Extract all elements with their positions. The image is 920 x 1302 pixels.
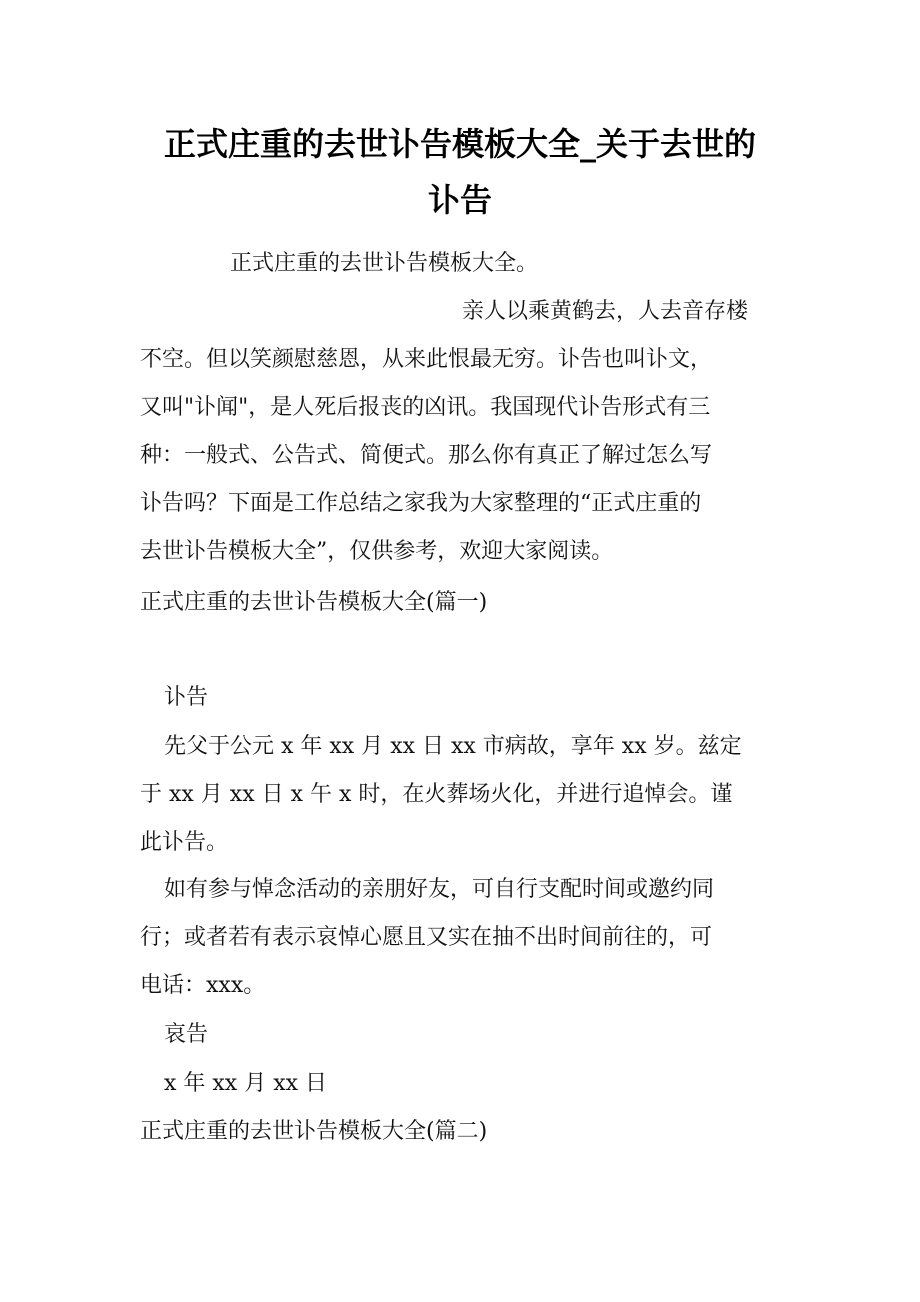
paragraph-line: 如有参与悼念活动的亲朋好友，可自行支配时间或邀约同 [164,877,715,902]
closing-date: x 年 xx 月 xx 日 [164,1071,328,1096]
paragraph-line: 先父于公元 x 年 xx 月 xx 日 xx 市病故，享年 xx 岁。兹定 [164,734,742,759]
paragraph-line: 讣告吗？下面是工作总结之家我为大家整理的“正式庄重的 [140,491,702,516]
paragraph-line: 不空。但以笑颜慰慈恩，从来此恨最无穷。讣告也叫讣文， [140,347,713,372]
closing-label: 哀告 [164,1022,209,1047]
paragraph-line: 亲人以乘黄鹤去，人去音存楼 [462,299,749,324]
section-heading-1: 正式庄重的去世讣告模板大全(篇一) [140,590,488,615]
paragraph-line: 又叫"讣闻"，是人死后报丧的凶讯。我国现代讣告形式有三 [140,395,711,420]
paragraph-line: 行；或者若有表示哀悼心愿且又实在抽不出时间前往的，可 [140,925,713,950]
section-heading-2: 正式庄重的去世讣告模板大全(篇二) [140,1119,488,1144]
paragraph-line: 去世讣告模板大全”，仅供参考，欢迎大家阅读。 [140,539,614,564]
intro-paragraph [140,288,780,576]
title-line-2: 讣告 [427,181,492,219]
paragraph-line: 于 xx 月 xx 日 x 午 x 时，在火葬场火化，并进行追悼会。谨 [140,782,733,807]
paragraph-line: 种：一般式、公告式、简便式。那么你有真正了解过怎么写 [140,443,713,468]
notice-label: 讣告 [164,685,209,710]
paragraph-line: 电话：xxx。 [140,973,266,998]
notice-paragraph-1 [140,723,790,867]
page-title [120,116,800,228]
paragraph-line: 此讣告。 [140,830,229,855]
intro-line: 正式庄重的去世讣告模板大全。 [230,251,539,276]
title-line-1: 正式庄重的去世讣告模板大全_关于去世的 [163,125,756,163]
notice-paragraph-2 [140,866,790,1010]
